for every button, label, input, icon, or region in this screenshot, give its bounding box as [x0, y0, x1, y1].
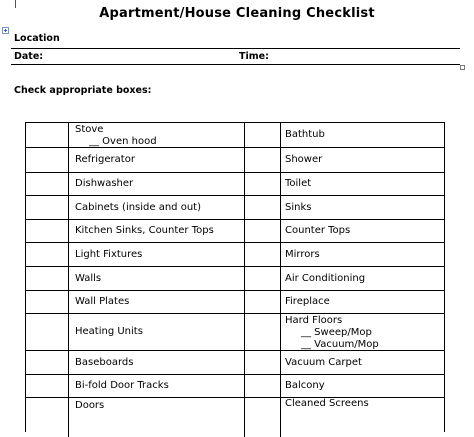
- item-label-right: [285, 273, 365, 285]
- checkbox-cell-right[interactable]: [245, 196, 280, 219]
- item-text: Walls: [75, 273, 102, 284]
- checkbox-cell-left[interactable]: [26, 267, 68, 290]
- item-text: Fireplace: [285, 296, 330, 307]
- checkbox-cell-left[interactable]: [26, 291, 68, 313]
- item-text: Cleaned Screens: [285, 398, 369, 409]
- column-divider: [68, 196, 69, 219]
- column-divider: [280, 243, 281, 266]
- checkbox-cell-left[interactable]: [26, 123, 68, 147]
- item-label-left: [75, 202, 201, 214]
- item-text: Balcony: [285, 380, 325, 391]
- item-text: Refrigerator: [75, 154, 135, 165]
- item-label-left: [75, 400, 104, 412]
- item-label-left: [75, 124, 157, 148]
- checkbox-cell-right[interactable]: [245, 351, 280, 374]
- column-divider: [68, 148, 69, 172]
- checkbox-cell-right[interactable]: [245, 220, 280, 242]
- time-label: Time:: [239, 51, 269, 62]
- checklist-row: [26, 267, 444, 291]
- date-time-line: [11, 64, 460, 65]
- checkbox-cell-right[interactable]: [245, 314, 280, 350]
- item-text: Heating Units: [75, 326, 143, 337]
- item-text: Air Conditioning: [285, 273, 366, 284]
- page-title: Apartment/House Cleaning Checklist: [99, 6, 375, 21]
- item-label-right: [285, 380, 325, 392]
- checkbox-cell-left[interactable]: [26, 314, 68, 350]
- item-text: Cabinets (inside and out): [75, 202, 201, 213]
- checklist-row: [26, 314, 444, 351]
- item-text: Bi-fold Door Tracks: [75, 380, 169, 391]
- item-label-right: [285, 202, 311, 214]
- item-label-right: [285, 129, 325, 141]
- location-label: Location: [14, 33, 60, 44]
- checkbox-cell-left[interactable]: [26, 173, 68, 195]
- checklist-table: [25, 122, 445, 432]
- item-text: Sinks: [285, 202, 312, 213]
- checklist-row: [26, 375, 444, 398]
- item-text: Mirrors: [285, 249, 320, 260]
- item-text: Baseboards: [75, 357, 134, 368]
- item-label-left: [75, 380, 169, 392]
- item-text: Shower: [285, 154, 323, 165]
- checkbox-cell-right[interactable]: [245, 173, 280, 195]
- item-text: Vacuum Carpet: [285, 357, 362, 368]
- column-divider: [280, 291, 281, 313]
- checklist-row: [26, 398, 444, 437]
- column-divider: [280, 398, 281, 437]
- checkbox-cell-right[interactable]: [245, 375, 280, 397]
- column-divider: [280, 220, 281, 242]
- item-label-right: [285, 357, 362, 369]
- item-text: Kitchen Sinks, Counter Tops: [75, 225, 214, 236]
- item-label-right: [285, 178, 311, 190]
- checklist-row: [26, 291, 444, 314]
- item-text: Bathtub: [285, 129, 325, 140]
- checklist-row: [26, 196, 444, 220]
- checkbox-cell-left[interactable]: [26, 398, 68, 437]
- checklist-row: [26, 351, 444, 375]
- column-divider: [68, 267, 69, 290]
- item-text: Wall Plates: [75, 296, 130, 307]
- column-divider: [280, 173, 281, 195]
- checkbox-cell-right[interactable]: [245, 148, 280, 172]
- checkbox-cell-left[interactable]: [26, 243, 68, 266]
- column-divider: [280, 196, 281, 219]
- item-text: Hard Floors: [285, 315, 343, 326]
- column-divider: [68, 243, 69, 266]
- checkbox-cell-right[interactable]: [245, 123, 280, 147]
- item-label-left: [75, 154, 135, 166]
- item-text: Light Fixtures: [75, 249, 143, 260]
- checkbox-cell-right[interactable]: [245, 291, 280, 313]
- item-label-right: [285, 296, 330, 308]
- checkbox-cell-right[interactable]: [245, 267, 280, 290]
- column-divider: [68, 375, 69, 397]
- checklist-row: [26, 148, 444, 173]
- item-text: Doors: [75, 400, 105, 411]
- column-divider: [68, 398, 69, 437]
- item-text: Dishwasher: [75, 178, 134, 189]
- column-divider: [280, 314, 281, 350]
- checkbox-cell-right[interactable]: [245, 398, 280, 437]
- sub-item-text: __ Sweep/Mop: [301, 327, 372, 338]
- checkbox-cell-left[interactable]: [26, 148, 68, 172]
- column-divider: [280, 123, 281, 147]
- checkbox-cell-right[interactable]: [245, 243, 280, 266]
- item-label-left: [75, 273, 101, 285]
- column-divider: [68, 173, 69, 195]
- item-label-left: [75, 296, 129, 308]
- sub-item-text: __ Oven hood: [89, 136, 157, 147]
- item-label-right: [285, 398, 369, 410]
- item-label-right: [285, 315, 379, 351]
- location-line: [11, 48, 460, 49]
- item-label-right: [285, 225, 350, 237]
- item-label-left: [75, 326, 143, 338]
- checkbox-cell-left[interactable]: [26, 220, 68, 242]
- column-divider: [68, 291, 69, 313]
- column-divider: [280, 148, 281, 172]
- checkbox-cell-left[interactable]: [26, 196, 68, 219]
- column-divider: [68, 351, 69, 374]
- item-label-left: [75, 357, 133, 369]
- checklist-row: [26, 123, 444, 148]
- column-divider: [280, 351, 281, 374]
- date-label: Date:: [14, 51, 44, 62]
- item-label-left: [75, 178, 133, 190]
- column-divider: [280, 375, 281, 397]
- table-move-handle-icon[interactable]: [2, 27, 9, 34]
- item-label-right: [285, 249, 320, 261]
- column-divider: [68, 123, 69, 147]
- item-label-right: [285, 154, 322, 166]
- checklist-row: [26, 243, 444, 267]
- instruction-text: Check appropriate boxes:: [14, 85, 152, 96]
- sub-item-text: __ Vacuum/Mop: [301, 339, 379, 350]
- item-text: Stove: [75, 124, 104, 135]
- column-divider: [68, 314, 69, 350]
- item-label-left: [75, 249, 142, 261]
- column-divider: [280, 267, 281, 290]
- checklist-row: [26, 220, 444, 243]
- checklist-row: [26, 173, 444, 196]
- item-label-left: [75, 225, 214, 237]
- checkbox-cell-left[interactable]: [26, 351, 68, 374]
- checkbox-cell-left[interactable]: [26, 375, 68, 397]
- column-divider: [68, 220, 69, 242]
- item-text: Counter Tops: [285, 225, 351, 236]
- table-resize-handle-icon[interactable]: [460, 65, 465, 70]
- item-text: Toilet: [285, 178, 312, 189]
